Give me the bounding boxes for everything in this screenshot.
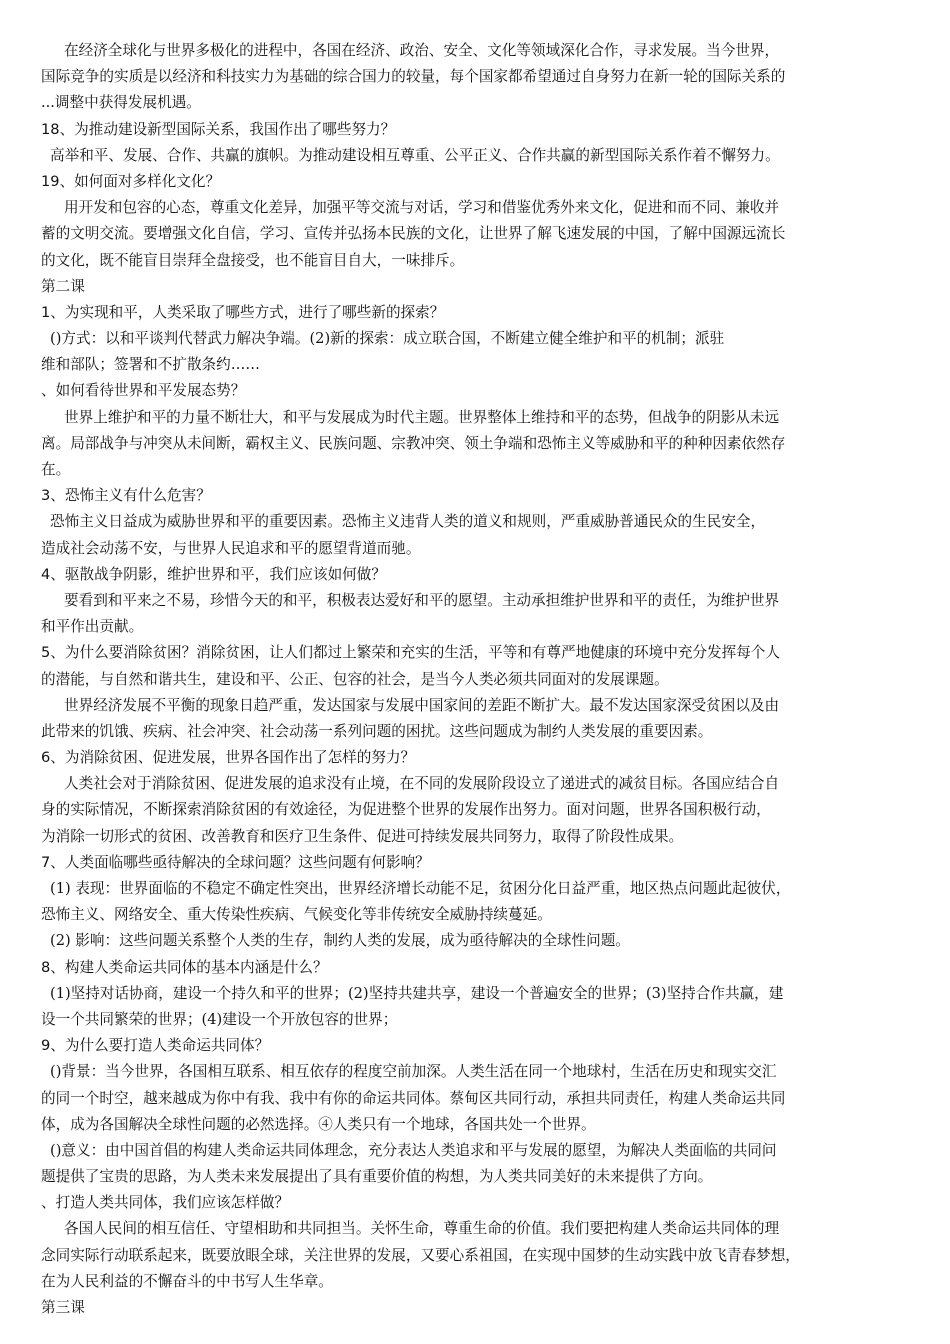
question-heading: 、如何看待世界和平发展态势？ [41, 382, 246, 400]
text-line: 在。 [41, 461, 71, 478]
text-line: 题提供了宝贵的思路，为人类未来发展提出了具有重要价值的构想，为人类共同美好的未来提供了方向。 [41, 1168, 713, 1186]
text-line: 造成社会动荡不安，与世界人民追求和平的愿望背道而驰。 [41, 539, 421, 557]
text-line: 各国人民间的相互信任、守望相助和共同担当。关怀生命，尊重生命的价值。我们要把构建人类命运共同体的理 [64, 1220, 780, 1238]
question-heading: 18、为推动建设新型国际关系，我国作出了哪些努力？ [41, 120, 396, 138]
text-line: ...调整中获得发展机遇。 [41, 94, 201, 112]
text-line: 人类社会对于消除贫困、促进发展的追求没有止境，在不同的发展阶段设立了递进式的减贫目标。各国应结合自 [64, 775, 780, 793]
text-line: 恐怖主义日益成为威胁世界和平的重要因素。恐怖主义违背人类的道义和规则，严重威胁普通民众的生民安全， [50, 513, 766, 531]
question-heading: 第二课 [41, 277, 85, 295]
text-line: ()方式：以和平谈判代替武力解决争端。(2)新的探索：成立联合国，不断建立健全维护和平的机制；派驻 [50, 330, 725, 348]
question-heading: 5、为什么要消除贫困？消除贫困，让人们都过上繁荣和充实的生活，平等和有尊严地健康的环境中充分发挥每个人 [41, 644, 780, 662]
text-line: 身的实际情况，不断探索消除贫困的有效途径，为促进整个世界的发展作出努力。面对问题，世界各国积极行动， [41, 801, 771, 819]
text-line: 国际竞争的实质是以经济和科技实力为基础的综合国力的较量，每个国家都希望通过自身努力在新一轮的国际关系的 [41, 68, 786, 86]
question-heading: 7、人类面临哪些亟待解决的全球问题？这些问题有何影响？ [41, 853, 430, 871]
text-line: 高举和平、发展、合作、共赢的旗帜。为推动建设相互尊重、公平正义、合作共赢的新型国际关系作着不懈努力。 [50, 146, 780, 164]
question-heading: 9、为什么要打造人类命运共同体？ [41, 1037, 270, 1055]
text-line: 世界上维护和平的力量不断壮大，和平与发展成为时代主题。世界整体上维持和平的态势，但战争的阴影从未远 [64, 408, 780, 426]
text-line: 的文化，既不能盲目崇拜全盘接受，也不能盲目自大，一味排斥。 [41, 251, 465, 269]
text-line: 世界经济发展不平衡的现象日趋严重，发达国家与发展中国家间的差距不断扩大。最不发达国家深受贫困以及由 [64, 696, 780, 714]
question-heading: 1、为实现和平，人类采取了哪些方式，进行了哪些新的探索？ [41, 303, 445, 321]
text-line: 为消除一切形式的贫困、改善教育和医疗卫生条件、促进可持续发展共同努力，取得了阶段性成果。 [41, 827, 684, 845]
text-line: ()意义：由中国首倡的构建人类命运共同体理念，充分表达人类追求和平与发展的愿望，为解决人类面临的共同问 [50, 1141, 777, 1159]
text-line: 在经济全球化与世界多极化的进程中，各国在经济、政治、安全、文化等领域深化合作，寻求发展。当今世界， [64, 42, 780, 59]
text-line: 和平作出贡献。 [41, 618, 144, 636]
text-line: 在为人民利益的不懈奋斗的中书写人生华章。 [41, 1272, 333, 1290]
text-line: (1)坚持对话协商，建设一个持久和平的世界；(2)坚持共建共享，建设一个普遍安全的世界；(3)坚持合作共赢，建 [50, 984, 784, 1002]
text-line: (2) 影响：这些问题关系整个人类的生存，制约人类的发展，成为亟待解决的全球性问题。 [50, 932, 630, 950]
question-heading: 第三课 [41, 1299, 85, 1316]
text-line: 的潜能，与自然和谐共生，建设和平、公正、包容的社会，是当今人类必须共同面对的发展课题。 [41, 670, 669, 688]
text-line: 要看到和平来之不易，珍惜今天的和平，积极表达爱好和平的愿望。主动承担维护世界和平的责任，为维护世界 [64, 591, 780, 609]
text-line: 恐怖主义、网络安全、重大传染性疾病、气候变化等非传统安全威胁持续蔓延。 [41, 906, 552, 924]
text-line: 维和部队；签署和不扩散条约…… [41, 356, 260, 374]
question-heading: 、打造人类共同体，我们应该怎样做？ [41, 1194, 290, 1212]
question-heading: 8、构建人类命运共同体的基本内涵是什么？ [41, 958, 328, 976]
question-heading: 4、驱散战争阴影，维护世界和平，我们应该如何做？ [41, 565, 386, 583]
text-line: 离。局部战争与冲突从未间断，霸权主义、民族问题、宗教冲突、领土争端和恐怖主义等威胁和平的种种因素依然存 [41, 434, 786, 452]
question-heading: 3、恐怖主义有什么危害？ [41, 487, 211, 505]
text-line: 用开发和包容的心态，尊重文化差异，加强平等交流与对话，学习和借鉴优秀外来文化，促进和而不同、兼收并 [64, 199, 780, 217]
text-line: 念同实际行动联系起来，既要放眼全球，关注世界的发展，又要心系祖国，在实现中国梦的生动实践中放飞青春梦想， [41, 1246, 800, 1264]
text-line: 体，成为各国解决全球性问题的必然选择。④人类只有一个地球，各国共处一个世界。 [41, 1115, 596, 1133]
text-line: 设一个共同繁荣的世界；(4)建设一个开放包容的世界； [41, 1010, 398, 1028]
text-line: 此带来的饥饿、疾病、社会冲突、社会动荡一系列问题的困扰。这些问题成为制约人类发展的重要因素。 [41, 722, 713, 740]
text-line: ()背景：当今世界，各国相互联系、相互依存的程度空前加深。人类生活在同一个地球村，生活在历史和现实交汇 [50, 1063, 777, 1081]
question-heading: 6、为消除贫困、促进发展，世界各国作出了怎样的努力？ [41, 749, 416, 767]
question-heading: 19、如何面对多样化文化？ [41, 172, 221, 190]
text-line: 蓄的文明交流。要增强文化自信，学习、宣传并弘扬本民族的文化，让世界了解飞速发展的中国，了解中国源远流长 [41, 225, 786, 243]
text-line: (1) 表现：世界面临的不稳定不确定性突出，世界经济增长动能不足，贫困分化日益严重，地区热点问题此起彼伏， [50, 880, 791, 897]
text-line: 的同一个时空，越来越成为你中有我、我中有你的命运共同体。蔡甸区共同行动，承担共同责任，构建人类命运共同 [41, 1089, 786, 1107]
